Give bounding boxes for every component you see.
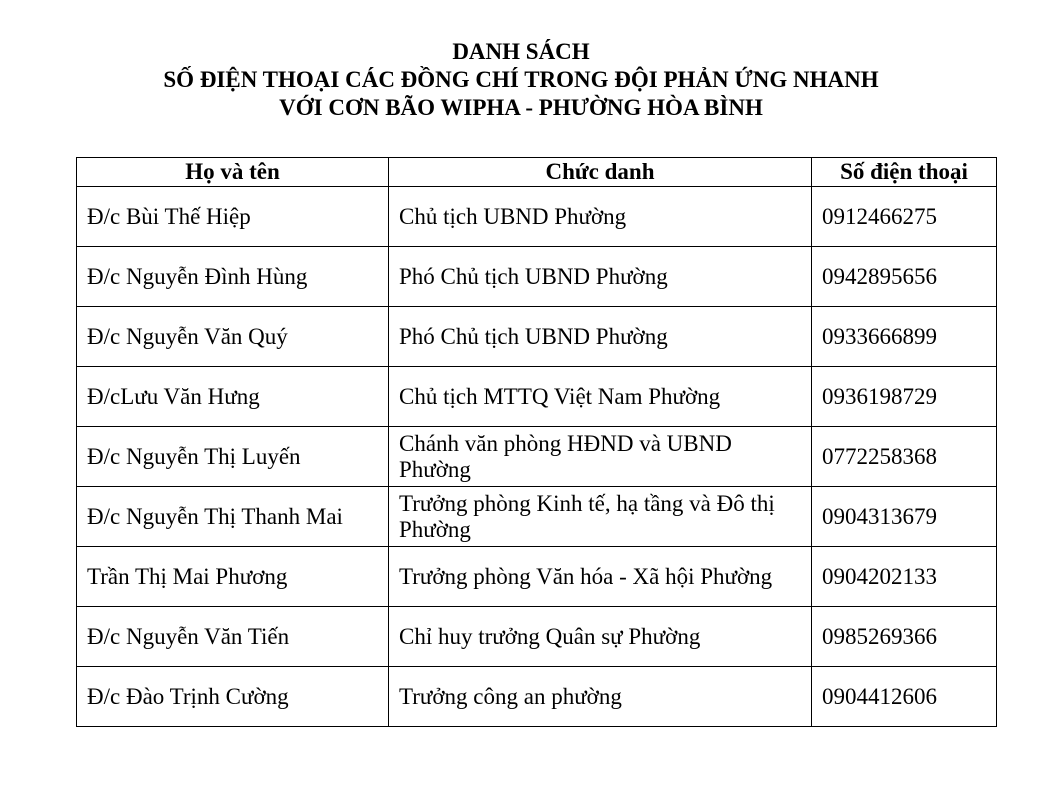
title-line-1: DANH SÁCH xyxy=(452,39,590,64)
table-row xyxy=(77,547,997,607)
header-name: Họ và tên xyxy=(77,158,389,187)
cell-role: Phó Chủ tịch UBND Phường xyxy=(389,307,812,367)
title-line-3: VỚI CƠN BÃO WIPHA - PHƯỜNG HÒA BÌNH xyxy=(279,95,763,120)
document-title xyxy=(0,38,1042,122)
cell-phone: 0942895656 xyxy=(812,247,997,307)
cell-name: Đ/cLưu Văn Hưng xyxy=(77,367,389,427)
cell-role: Phó Chủ tịch UBND Phường xyxy=(389,247,812,307)
cell-role: Trưởng công an phường xyxy=(389,667,812,727)
header-phone: Số điện thoại xyxy=(812,158,997,187)
cell-name: Đ/c Nguyễn Thị Luyến xyxy=(77,427,389,487)
cell-role: Chỉ huy trưởng Quân sự Phường xyxy=(389,607,812,667)
cell-phone: 0933666899 xyxy=(812,307,997,367)
cell-name: Đ/c Nguyễn Văn Tiến xyxy=(77,607,389,667)
table-row xyxy=(77,307,997,367)
cell-name: Đ/c Nguyễn Thị Thanh Mai xyxy=(77,487,389,547)
header-role: Chức danh xyxy=(389,158,812,187)
cell-role: Chánh văn phòng HĐND và UBND Phường xyxy=(389,427,812,487)
contacts-table xyxy=(76,157,997,727)
cell-role: Chủ tịch MTTQ Việt Nam Phường xyxy=(389,367,812,427)
table-row xyxy=(77,427,997,487)
header-row xyxy=(77,158,997,187)
cell-phone: 0985269366 xyxy=(812,607,997,667)
cell-phone: 0912466275 xyxy=(812,187,997,247)
cell-name: Đ/c Đào Trịnh Cường xyxy=(77,667,389,727)
cell-role: Trưởng phòng Văn hóa - Xã hội Phường xyxy=(389,547,812,607)
table-row xyxy=(77,247,997,307)
table-row xyxy=(77,607,997,667)
cell-phone: 0904202133 xyxy=(812,547,997,607)
cell-phone: 0904412606 xyxy=(812,667,997,727)
title-line-2: SỐ ĐIỆN THOẠI CÁC ĐỒNG CHÍ TRONG ĐỘI PHẢN ỨNG NHANH xyxy=(163,67,879,92)
cell-phone: 0772258368 xyxy=(812,427,997,487)
cell-phone: 0904313679 xyxy=(812,487,997,547)
table-row xyxy=(77,487,997,547)
table-row xyxy=(77,667,997,727)
cell-name: Đ/c Nguyễn Đình Hùng xyxy=(77,247,389,307)
cell-phone: 0936198729 xyxy=(812,367,997,427)
cell-role: Trưởng phòng Kinh tế, hạ tầng và Đô thị Phường xyxy=(389,487,812,547)
cell-name: Đ/c Nguyễn Văn Quý xyxy=(77,307,389,367)
cell-name: Trần Thị Mai Phương xyxy=(77,547,389,607)
cell-role: Chủ tịch UBND Phường xyxy=(389,187,812,247)
table-row xyxy=(77,187,997,247)
cell-name: Đ/c Bùi Thế Hiệp xyxy=(77,187,389,247)
table-row xyxy=(77,367,997,427)
